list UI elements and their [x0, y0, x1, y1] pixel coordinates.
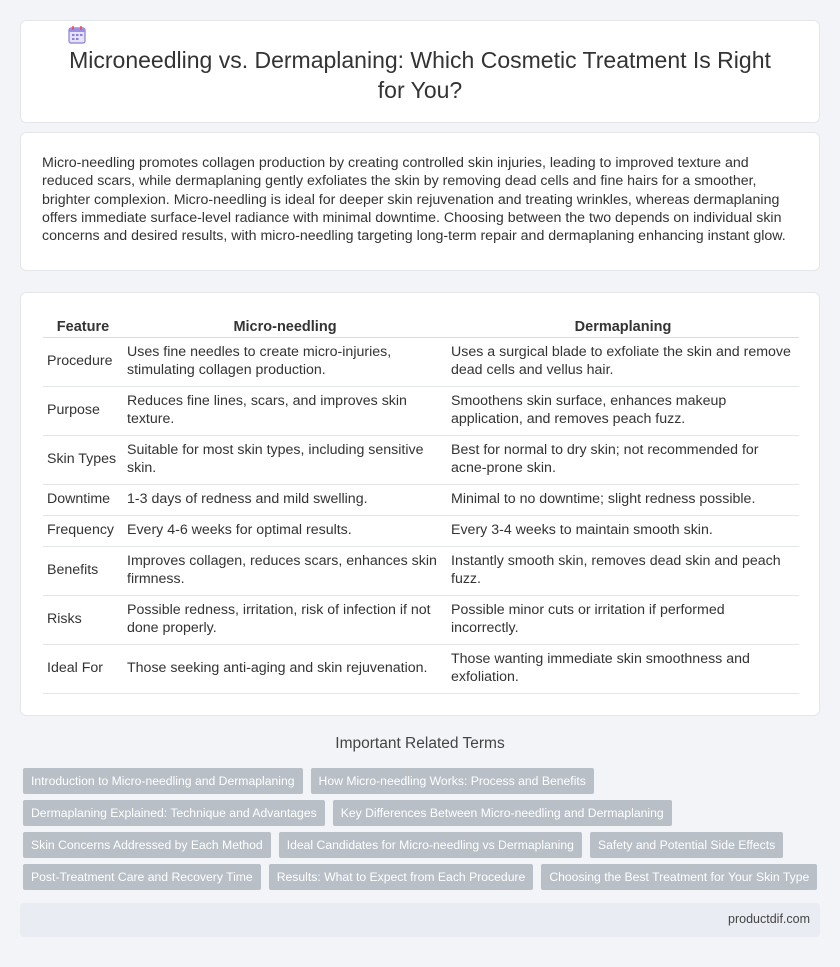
- related-term-tag[interactable]: Safety and Potential Side Effects: [590, 832, 783, 858]
- microneedling-cell: Possible redness, irritation, risk of infection if not done properly.: [123, 595, 447, 644]
- microneedling-cell: Those seeking anti-aging and skin rejuvenation.: [123, 644, 447, 693]
- related-term-tag[interactable]: Dermaplaning Explained: Technique and Advantages: [23, 800, 325, 826]
- dermaplaning-cell: Those wanting immediate skin smoothness and exfoliation.: [447, 644, 799, 693]
- microneedling-cell: Improves collagen, reduces scars, enhances skin firmness.: [123, 546, 447, 595]
- related-term-tag[interactable]: Introduction to Micro-needling and Dermaplaning: [23, 768, 303, 794]
- related-term-tag[interactable]: Results: What to Expect from Each Procedure: [269, 864, 534, 890]
- dermaplaning-cell: Minimal to no downtime; slight redness possible.: [447, 484, 799, 515]
- column-header-microneedling: Micro-needling: [123, 315, 447, 337]
- tag-row: [23, 768, 823, 794]
- feature-cell: Benefits: [43, 546, 123, 595]
- related-term-tag[interactable]: Key Differences Between Micro-needling and Dermaplaning: [333, 800, 672, 826]
- feature-cell: Downtime: [43, 484, 123, 515]
- feature-cell: Procedure: [43, 337, 123, 386]
- calendar-icon: [67, 25, 87, 45]
- related-terms-list: [23, 768, 823, 896]
- dermaplaning-cell: Possible minor cuts or irritation if performed incorrectly.: [447, 595, 799, 644]
- microneedling-cell: Uses fine needles to create micro-injuries, stimulating collagen production.: [123, 337, 447, 386]
- tag-row: [23, 864, 823, 890]
- table-row: [43, 386, 799, 435]
- related-terms-title: Important Related Terms: [335, 735, 505, 752]
- microneedling-cell: Every 4-6 weeks for optimal results.: [123, 515, 447, 546]
- related-term-tag[interactable]: Choosing the Best Treatment for Your Skin Type: [541, 864, 817, 890]
- dermaplaning-cell: Smoothens skin surface, enhances makeup application, and removes peach fuzz.: [447, 386, 799, 435]
- table-row: [43, 546, 799, 595]
- feature-cell: Risks: [43, 595, 123, 644]
- related-term-tag[interactable]: Ideal Candidates for Micro-needling vs Dermaplaning: [279, 832, 582, 858]
- dermaplaning-cell: Best for normal to dry skin; not recommended for acne-prone skin.: [447, 435, 799, 484]
- related-term-tag[interactable]: How Micro-needling Works: Process and Benefits: [311, 768, 594, 794]
- microneedling-cell: 1-3 days of redness and mild swelling.: [123, 484, 447, 515]
- related-term-tag[interactable]: Skin Concerns Addressed by Each Method: [23, 832, 271, 858]
- comparison-table-card: [20, 292, 820, 716]
- header-card: [20, 20, 820, 123]
- feature-cell: Skin Types: [43, 435, 123, 484]
- footer: [20, 903, 820, 937]
- microneedling-cell: Suitable for most skin types, including sensitive skin.: [123, 435, 447, 484]
- dermaplaning-cell: Every 3-4 weeks to maintain smooth skin.: [447, 515, 799, 546]
- dermaplaning-cell: Instantly smooth skin, removes dead skin and peach fuzz.: [447, 546, 799, 595]
- table-row: [43, 515, 799, 546]
- related-term-tag[interactable]: Post-Treatment Care and Recovery Time: [23, 864, 261, 890]
- page-title: Microneedling vs. Dermaplaning: Which Cosmetic Treatment Is Right for You?: [69, 47, 771, 103]
- table-row: [43, 484, 799, 515]
- intro-card: [20, 132, 820, 271]
- microneedling-cell: Reduces fine lines, scars, and improves skin texture.: [123, 386, 447, 435]
- table-row: [43, 644, 799, 693]
- table-header-row: [43, 315, 799, 337]
- tag-row: [23, 832, 823, 858]
- comparison-table: [43, 315, 799, 694]
- dermaplaning-cell: Uses a surgical blade to exfoliate the skin and remove dead cells and vellus hair.: [447, 337, 799, 386]
- site-name[interactable]: productdif.com: [728, 912, 810, 926]
- column-header-feature: Feature: [43, 315, 123, 337]
- tag-row: [23, 800, 823, 826]
- feature-cell: Ideal For: [43, 644, 123, 693]
- intro-text: Micro-needling promotes collagen production by creating controlled skin injuries, leading to improved texture and reduced scars, while dermaplaning gently exfoliates the skin by removing dead cells and fine hairs for a smoother, brighter complexion. Micro-needling is ideal for deeper skin rejuvenation and treating wrinkles, whereas dermaplaning offers immediate surface-level radiance with minimal downtime. Choosing between the two depends on individual skin concerns and desired results, with micro-needling targeting long-term repair and dermaplaning enhancing instant glow.: [42, 155, 786, 245]
- table-row: [43, 337, 799, 386]
- feature-cell: Purpose: [43, 386, 123, 435]
- table-row: [43, 595, 799, 644]
- feature-cell: Frequency: [43, 515, 123, 546]
- column-header-dermaplaning: Dermaplaning: [447, 315, 799, 337]
- table-row: [43, 435, 799, 484]
